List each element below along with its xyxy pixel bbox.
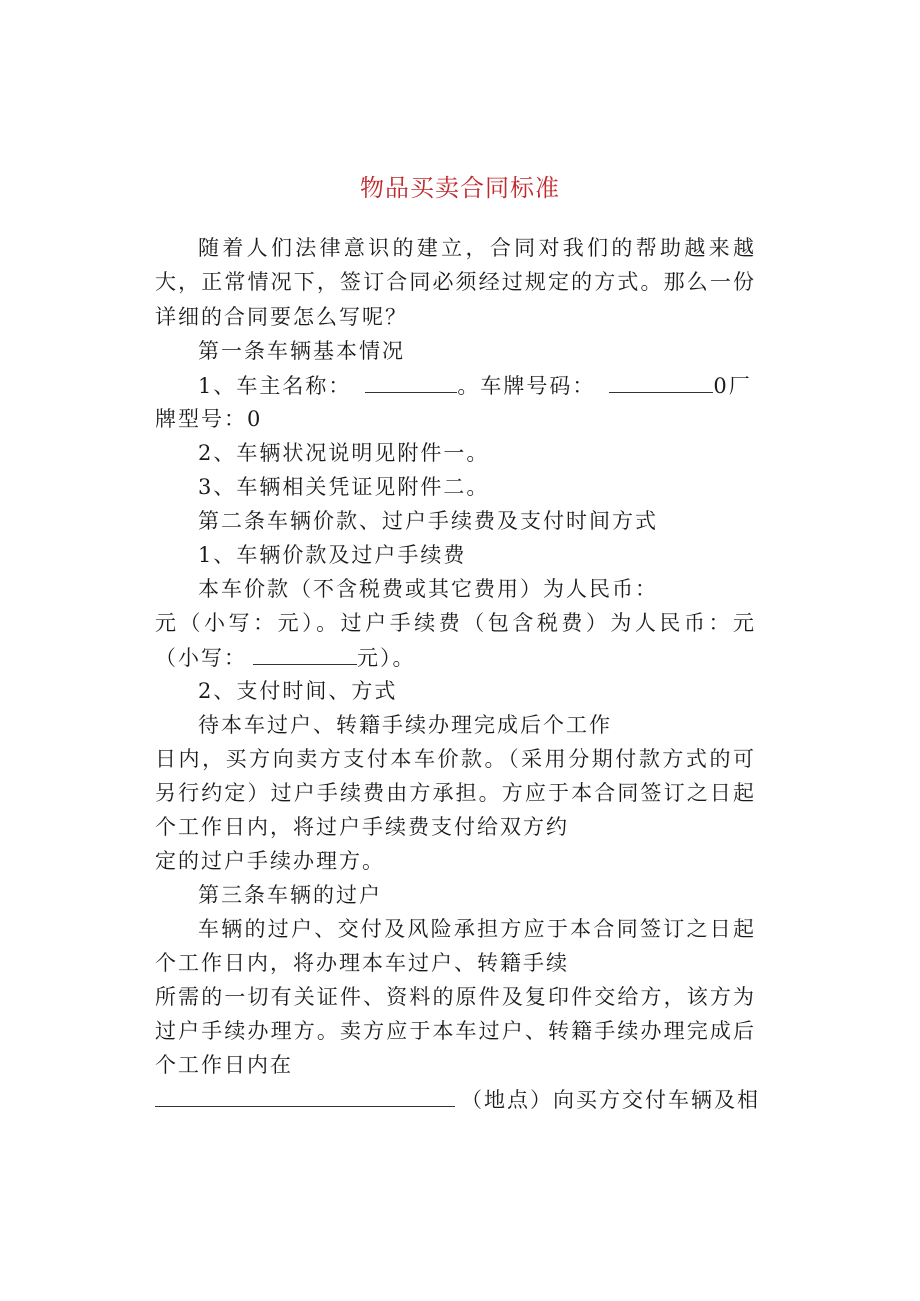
paragraph-line: 本车价款（不含税费或其它费用）为人民币： [198,577,658,601]
plate-number-label: 。车牌号码： [457,374,596,398]
owner-name-label: 1、车主名称： [198,374,352,398]
section-heading: 第一条车辆基本情况 [198,339,405,363]
location-blank [155,1086,455,1107]
paragraph-line: 个工作日内，将办理本车过户、转籍手续 [155,951,569,975]
paragraph-line: 3、车辆相关凭证见附件二。 [198,475,490,499]
small-amount-blank [253,644,357,665]
paragraph-line [198,372,752,399]
paragraph-line [155,644,416,671]
section-heading: 第三条车辆的过户 [198,883,382,907]
paragraph-line: 详细的合同要怎么写呢？ [155,305,408,329]
brand-label: 0厂 [713,374,752,398]
plate-number-blank [609,372,713,393]
paragraph-line: 大，正常情况下，签订合同必须经过规定的方式。那么一份 [155,270,755,294]
paragraph-line: 日内，买方向卖方支付本车价款。（采用分期付款方式的可 [155,747,755,771]
document-title: 物品买卖合同标准 [360,174,560,202]
paragraph-line: 随着人们法律意识的建立，合同对我们的帮助越来越 [198,236,755,260]
paragraph-line: 所需的一切有关证件、资料的原件及复印件交给方，该方为 [155,985,755,1009]
small-amount-suffix: 元）。 [357,646,416,670]
paragraph-line: 个工作日内在 [155,1053,293,1077]
paragraph-line: 个工作日内，将过户手续费支付给双方约 [155,815,569,839]
paragraph-line [155,1086,760,1113]
owner-name-blank [365,372,457,393]
paragraph-line: 2、车辆状况说明见附件一。 [198,441,490,465]
paragraph-line: 牌型号：0 [155,407,263,431]
paragraph-line: 另行约定）过户手续费由方承担。方应于本合同签订之日起 [155,781,755,805]
paragraph-line: 定的过户手续办理方。 [155,849,385,873]
paragraph-line: 车辆的过户、交付及风险承担方应于本合同签订之日起 [198,917,755,941]
small-amount-label: （小写： [155,646,247,670]
paragraph-line: 待本车过户、转籍手续办理完成后个工作 [198,713,612,737]
paragraph-line: 元（小写：元）。过户手续费（包含税费）为人民币：元 [155,611,755,635]
paragraph-line: 1、车辆价款及过户手续费 [198,543,467,567]
paragraph-line: 过户手续办理方。卖方应于本车过户、转籍手续办理完成后 [155,1019,755,1043]
section-heading: 第二条车辆价款、过户手续费及支付时间方式 [198,509,658,533]
paragraph-line: 2、支付时间、方式 [198,679,398,703]
location-text: （地点）向买方交付车辆及相 [461,1088,760,1112]
